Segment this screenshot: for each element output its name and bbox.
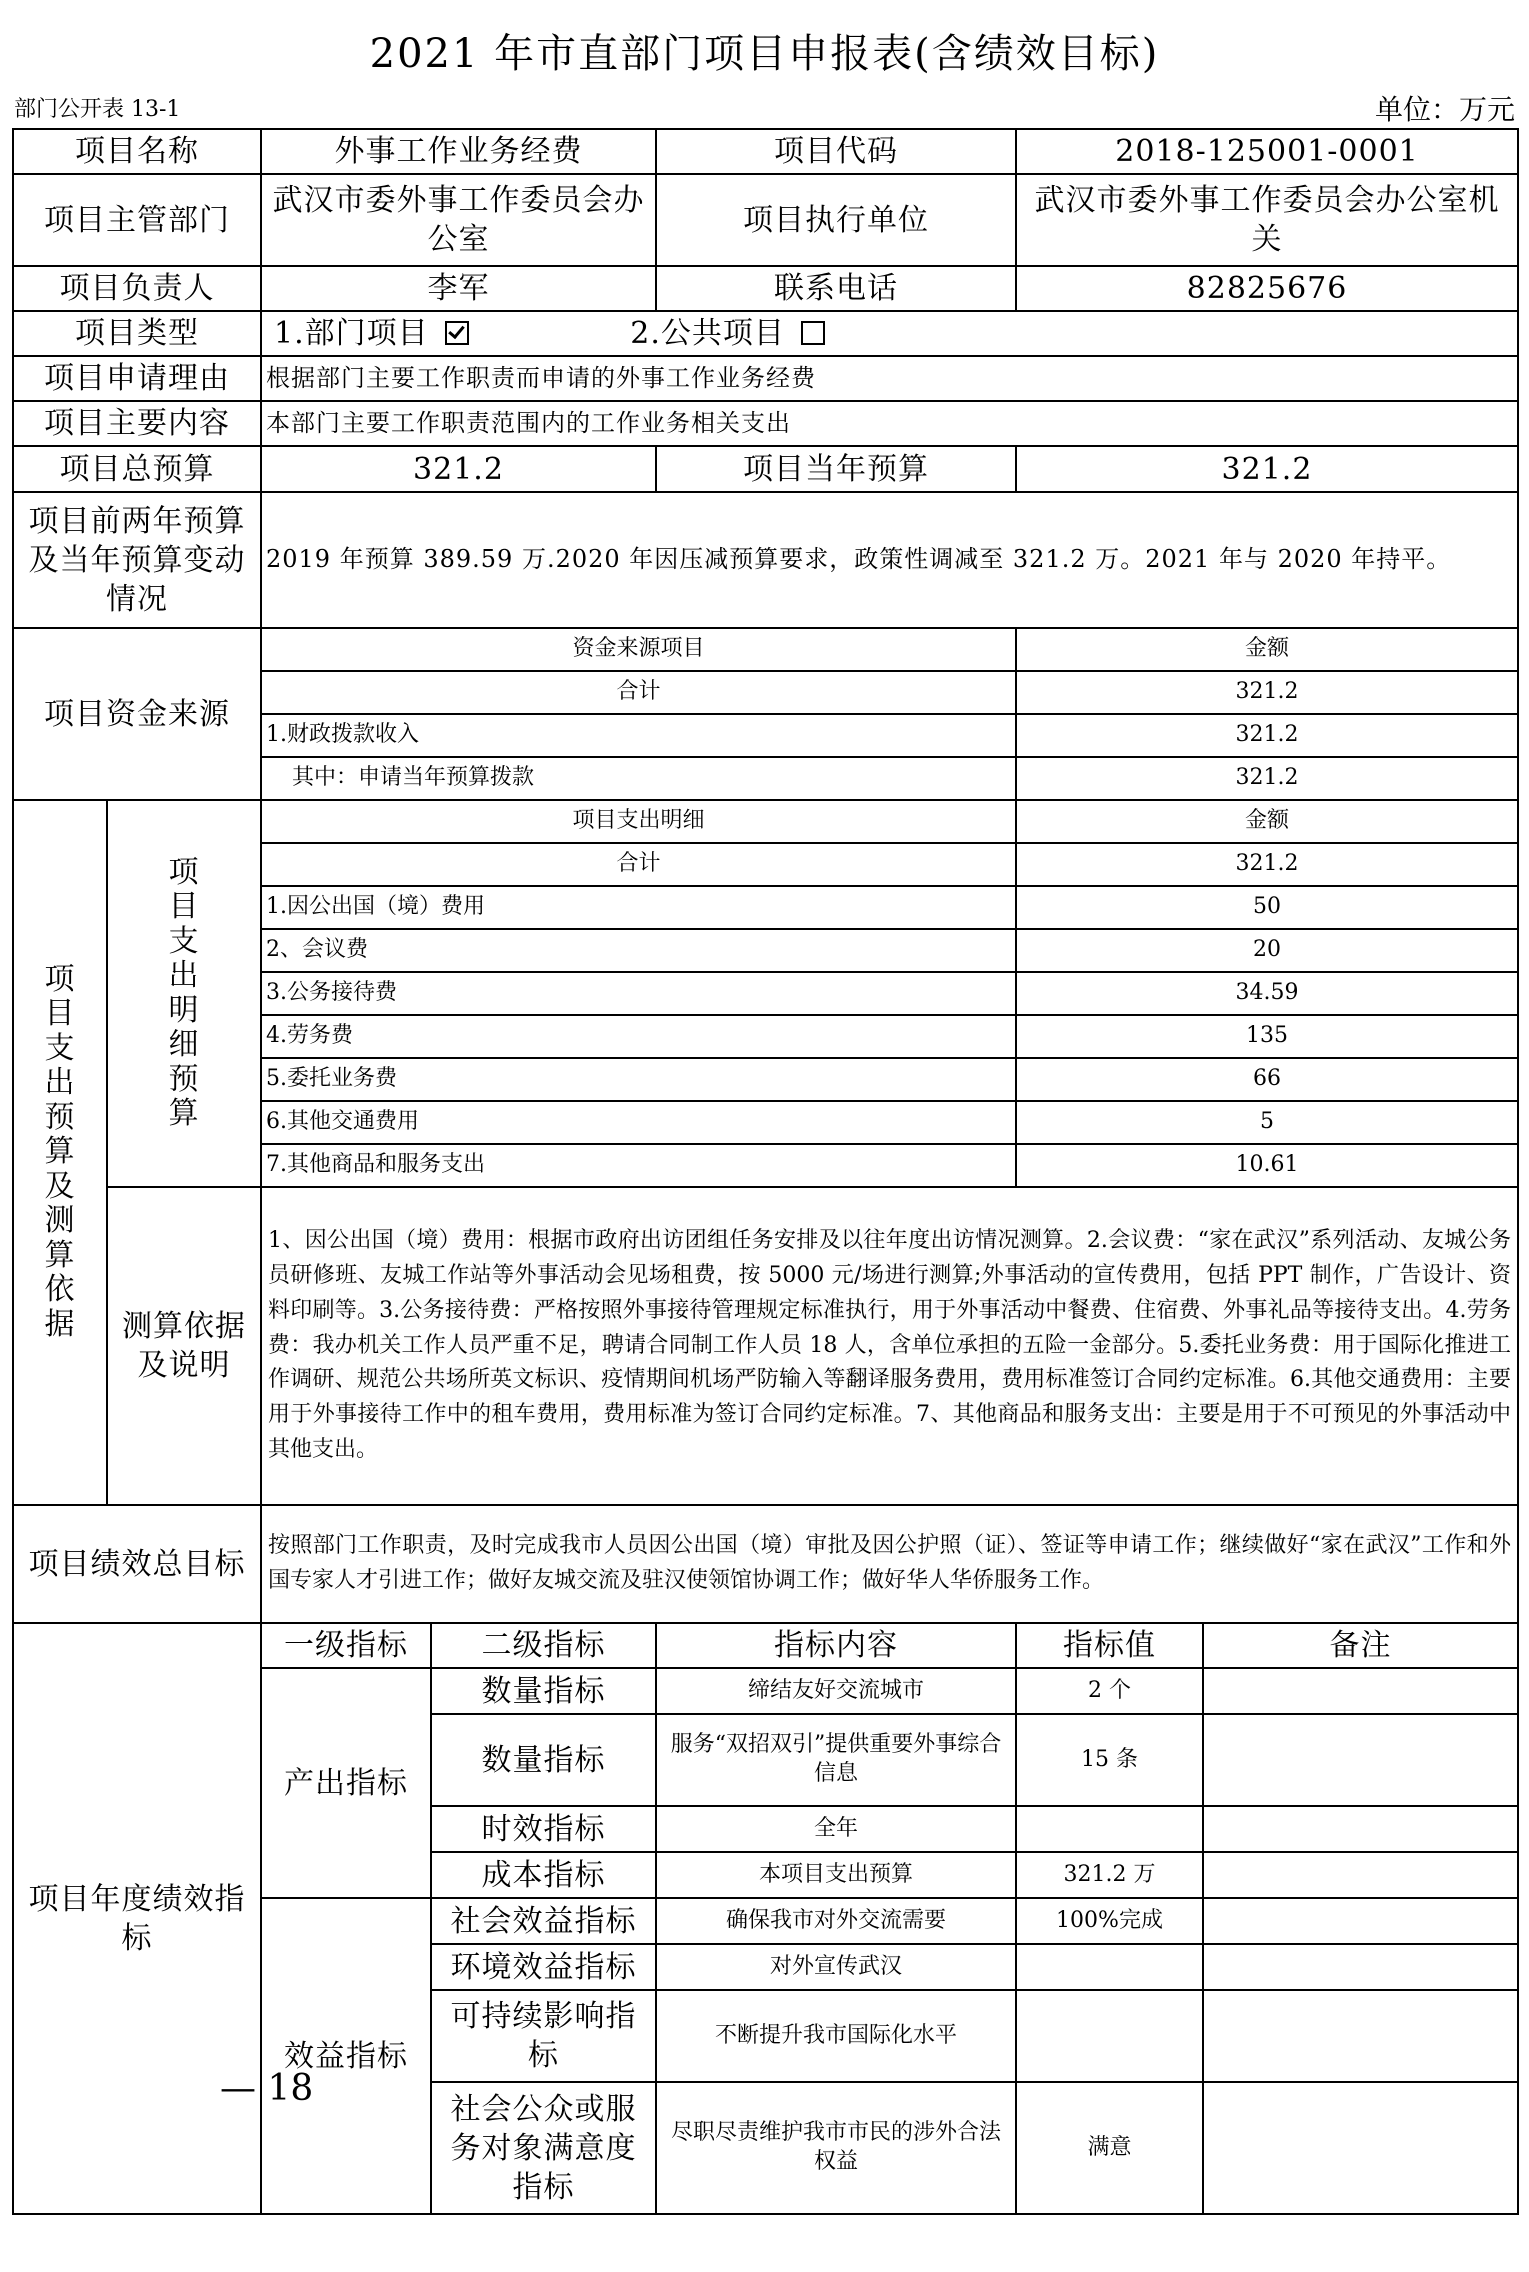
indicator-content: 服务“双招双引”提供重要外事综合信息: [656, 1714, 1016, 1806]
expense-row-name: 合计: [261, 843, 1016, 886]
funding-header-item: 资金来源项目: [261, 628, 1016, 671]
expense-outer-label: [13, 800, 107, 1505]
basis-text: 1、因公出国（境）费用：根据市政府出访团组任务安排及以往年度出访情况测算。2.会议费：“家在武汉”系列活动、友城公务员研修班、友城工作站等外事活动会见场租费，按 5000 元/场进行测算;外事活动的宣传费用，包括 PPT 制作，广告设计、资料印刷等。3.公务接待费：严格按照外事接待管理规定标准执行，用于外事活动中餐费、住宿费、外事礼品等接待支出。4.劳务费：我办机关工作人员严重不足，聘请合同制工作人员 18 人，含单位承担的五险一金部分。5.委托业务费：用于国际化推进工作调研、规范公共场所英文标识、疫情期间机场严防输入等翻译服务费用，费用标准签订合同约定标准。6.其他交通费用：主要用于外事接待工作中的租车费用，费用标准为签订合同约定标准。7、其他商品和服务支出：主要是用于不可预见的外事活动中其他支出。: [261, 1187, 1518, 1505]
level2-indicator: 数量指标: [431, 1714, 656, 1806]
level2-indicator: 社会效益指标: [431, 1898, 656, 1944]
total-budget-label: 项目总预算: [13, 446, 261, 492]
funding-row-name: 1.财政拨款收入: [261, 714, 1016, 757]
indicator-value: 2 个: [1016, 1668, 1203, 1714]
expense-row-name: 3.公务接待费: [261, 972, 1016, 1015]
project-form-table: [12, 128, 1519, 2215]
funding-source-label: 项目资金来源: [13, 628, 261, 800]
expense-row-amount: 321.2: [1016, 843, 1518, 886]
indicator-header: 指标值: [1016, 1623, 1203, 1668]
reason-value: 根据部门主要工作职责而申请的外事工作业务经费: [261, 356, 1518, 401]
table-code: 部门公开表 13-1: [14, 97, 181, 122]
funding-row-amount: 321.2: [1016, 714, 1518, 757]
expense-row-amount: 135: [1016, 1015, 1518, 1058]
output-indicator-label: 产出指标: [261, 1668, 431, 1898]
project-code-value: 2018-125001-0001: [1016, 129, 1518, 174]
total-budget-value: 321.2: [261, 446, 656, 492]
benefit-indicator-label: 效益指标: [261, 1898, 431, 2214]
level2-indicator: 社会公众或服务对象满意度指标: [431, 2082, 656, 2214]
year-budget-label: 项目当年预算: [656, 446, 1016, 492]
level2-indicator: 成本指标: [431, 1852, 656, 1898]
checked-box-icon: [445, 321, 469, 345]
budget-change-label: 项目前两年预算及当年预算变动情况: [13, 492, 261, 628]
indicator-note: [1203, 1668, 1518, 1714]
funding-row-amount: 321.2: [1016, 757, 1518, 800]
indicator-header: 指标内容: [656, 1623, 1016, 1668]
owner-label: 项目负责人: [13, 266, 261, 311]
unit-label: 单位：万元: [1374, 93, 1515, 126]
basis-label: 测算依据及说明: [107, 1187, 261, 1505]
expense-row-name: 4.劳务费: [261, 1015, 1016, 1058]
annual-indicators-label: 项目年度绩效指标: [13, 1623, 261, 2214]
content-value: 本部门主要工作职责范围内的工作业务相关支出: [261, 401, 1518, 446]
vertical-label-text: 项目支出明细预算: [168, 854, 200, 1131]
dept-label: 项目主管部门: [13, 174, 261, 266]
indicator-note: [1203, 1806, 1518, 1852]
phone-label: 联系电话: [656, 266, 1016, 311]
funding-row-amount: 321.2: [1016, 671, 1518, 714]
expense-row-name: 1.因公出国（境）费用: [261, 886, 1016, 929]
indicator-header: 一级指标: [261, 1623, 431, 1668]
expense-row-name: 5.委托业务费: [261, 1058, 1016, 1101]
indicator-value: 100%完成: [1016, 1898, 1203, 1944]
indicator-content: 缔结友好交流城市: [656, 1668, 1016, 1714]
indicator-content: 本项目支出预算: [656, 1852, 1016, 1898]
indicator-note: [1203, 1898, 1518, 1944]
indicator-header: 备注: [1203, 1623, 1518, 1668]
reason-label: 项目申请理由: [13, 356, 261, 401]
funding-row-name: 合计: [261, 671, 1016, 714]
project-name-value: 外事工作业务经费: [261, 129, 656, 174]
indicator-header: 二级指标: [431, 1623, 656, 1668]
indicator-content: 尽职尽责维护我市市民的涉外合法权益: [656, 2082, 1016, 2214]
type-label: 项目类型: [13, 311, 261, 356]
unchecked-box-icon: [801, 321, 825, 345]
exec-unit-label: 项目执行单位: [656, 174, 1016, 266]
expense-row-amount: 20: [1016, 929, 1518, 972]
dept-value: 武汉市委外事工作委员会办公室: [261, 174, 656, 266]
content-label: 项目主要内容: [13, 401, 261, 446]
expense-row-name: 7.其他商品和服务支出: [261, 1144, 1016, 1187]
performance-goal-text: 按照部门工作职责，及时完成我市人员因公出国（境）审批及因公护照（证）、签证等申请工作；继续做好“家在武汉”工作和外国专家人才引进工作；做好友城交流及驻汉使领馆协调工作；做好华人华侨服务工作。: [261, 1505, 1518, 1623]
expense-row-amount: 34.59: [1016, 972, 1518, 1015]
indicator-content: 对外宣传武汉: [656, 1944, 1016, 1990]
indicator-content: 不断提升我市国际化水平: [656, 1990, 1016, 2082]
indicator-value: [1016, 1806, 1203, 1852]
year-budget-value: 321.2: [1016, 446, 1518, 492]
funding-header-amount: 金额: [1016, 628, 1518, 671]
level2-indicator: 可持续影响指标: [431, 1990, 656, 2082]
expense-inner-label: [107, 800, 261, 1187]
project-code-label: 项目代码: [656, 129, 1016, 174]
indicator-value: 321.2 万: [1016, 1852, 1203, 1898]
level2-indicator: 数量指标: [431, 1668, 656, 1714]
indicator-value: [1016, 1944, 1203, 1990]
indicator-content: 确保我市对外交流需要: [656, 1898, 1016, 1944]
vertical-label-text: 项目支出预算及测算依据: [44, 961, 76, 1342]
indicator-note: [1203, 1852, 1518, 1898]
indicator-note: [1203, 2082, 1518, 2214]
exec-unit-value: 武汉市委外事工作委员会办公室机关: [1016, 174, 1518, 266]
indicator-note: [1203, 1990, 1518, 2082]
level2-indicator: 时效指标: [431, 1806, 656, 1852]
type-option-public: 2.公共项目: [630, 316, 785, 351]
expense-row-amount: 66: [1016, 1058, 1518, 1101]
indicator-note: [1203, 1714, 1518, 1806]
indicator-value: 15 条: [1016, 1714, 1203, 1806]
budget-change-value: 2019 年预算 389.59 万.2020 年因压减预算要求，政策性调减至 321.2 万。2021 年与 2020 年持平。: [261, 492, 1518, 628]
type-option-department: 1.部门项目: [274, 316, 429, 351]
indicator-content: 全年: [656, 1806, 1016, 1852]
indicator-value: [1016, 1990, 1203, 2082]
phone-value: 82825676: [1016, 266, 1518, 311]
type-options: [261, 311, 1518, 356]
indicator-note: [1203, 1944, 1518, 1990]
expense-row-name: 2、会议费: [261, 929, 1016, 972]
level2-indicator: 环境效益指标: [431, 1944, 656, 1990]
performance-goal-label: 项目绩效总目标: [13, 1505, 261, 1623]
expense-header-amount: 金额: [1016, 800, 1518, 843]
project-name-label: 项目名称: [13, 129, 261, 174]
page-title: 2021 年市直部门项目申报表(含绩效目标): [369, 31, 1160, 77]
expense-row-amount: 10.61: [1016, 1144, 1518, 1187]
owner-value: 李军: [261, 266, 656, 311]
indicator-value: 满意: [1016, 2082, 1203, 2214]
page-number: — 18: [220, 2068, 314, 2109]
funding-row-name: 其中：申请当年预算拨款: [261, 757, 1016, 800]
expense-header-item: 项目支出明细: [261, 800, 1016, 843]
expense-row-amount: 50: [1016, 886, 1518, 929]
expense-row-name: 6.其他交通费用: [261, 1101, 1016, 1144]
expense-row-amount: 5: [1016, 1101, 1518, 1144]
